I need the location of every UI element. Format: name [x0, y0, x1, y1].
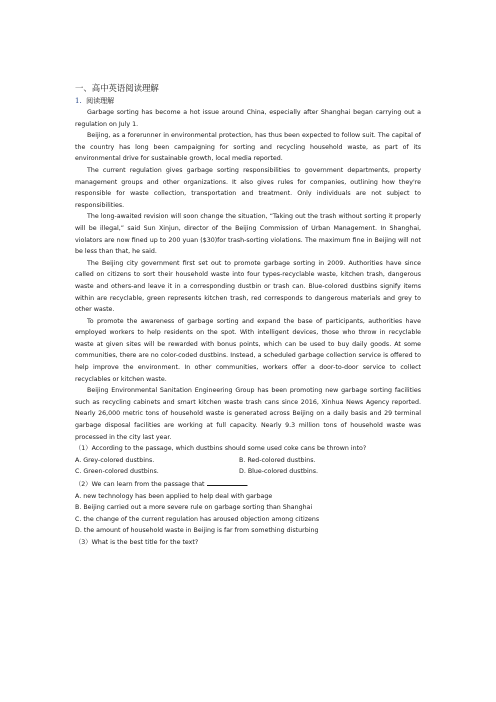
document-page — [75, 82, 421, 549]
question-1-options-row-1 — [75, 455, 421, 467]
question-2-option-d: D. the amount of household waste in Beijing is far from something disturbing — [75, 527, 319, 535]
passage-paragraph-5: The Beijing city government first set out to promote garbage sorting in 2009. Authorities have since called on citizens to sort their household waste into four types-recyclable waste, kitchen trash, dangerous waste and others-and leave it in a corresponding dustbin or trash can. Blue-colored dustbins signify items within are recyclable, green represents kitchen trash, red corresponds to dangerous materials and grey to other waste. — [75, 259, 421, 314]
question-1-option-b: B. Red-colored dustbins. — [239, 456, 316, 464]
question-2-option-b: B. Beijing carried out a more severe rule on garbage sorting than Shanghai — [75, 504, 313, 512]
subheading-number: 1. — [75, 97, 82, 105]
passage-paragraph-6: To promote the awareness of garbage sorting and expand the base of participants, authorities have employed workers to help residents on the spot. With intelligent devices, those who throw in recyclable waste at given sites will be rewarded with bonus points, which can be used to buy daily goods. At some communities, there are no color-coded dustbins. Instead, a scheduled garbage collection service is offered to help improve the environment. In other communities, workers offer a door-to-door service to collect recyclables or kitchen waste. — [75, 317, 421, 383]
question-2-option-c: C. the change of the current regulation has aroused objection among citizens — [75, 515, 320, 523]
question-2-option-a: A. new technology has been applied to help deal with garbage — [75, 492, 273, 500]
subheading-text: 阅读理解 — [86, 97, 115, 105]
answer-blank — [207, 478, 247, 486]
question-2-stem — [75, 478, 421, 491]
question-1-stem: （1）According to the passage, which dustbins should some used coke cans be thrown into? — [75, 445, 367, 453]
passage-paragraph-7: Beijing Environmental Sanitation Engineering Group has been promoting new garbage sorting facilities such as recycling cabinets and smart kitchen waste trash cans since 2016, Xinhua News Agency reported. Nearly 26,000 metric tons of household waste is generated across Beijing on a daily basis and 29 terminal garbage disposal facilities are working at full capacity. Nearly 9.3 million tons of household waste was processed in the city last year. — [75, 387, 421, 441]
passage-paragraph-4: The long-awaited revision will soon change the situation, “Taking out the trash without sorting it properly will be illegal,” said Sun Xinjun, director of the Beijing Commission of Urban Management. In Shanghai, violators are now fined up to 200 yuan ($30)for trash-sorting violations. The maximum fine in Beijing will not be less than that, he said. — [75, 213, 421, 256]
question-1-options-row-2 — [75, 466, 421, 478]
question-1-option-c: C. Green-colored dustbins. — [75, 468, 159, 476]
reading-subheading — [75, 95, 421, 107]
section-heading: 一、高中英语阅读理解 — [75, 83, 159, 93]
passage-paragraph-2: Beijing, as a forerunner in environmental protection, has thus been expected to follow suit. The capital of the country has long been campaigning for sorting and recycling household waste, as part of its environmental drive for sustainable growth, local media reported. — [75, 132, 421, 163]
question-1-option-a: A. Grey-colored dustbins. — [75, 456, 155, 464]
question-3-stem: （3）What is the best title for the text? — [75, 538, 199, 546]
question-1-option-d: D. Blue-colored dustbins. — [239, 468, 319, 476]
question-2-stem-end: . — [246, 481, 249, 488]
passage-paragraph-1: Garbage sorting has become a hot issue around China, especially after Shanghai began carrying out a regulation on July 1. — [75, 109, 421, 128]
question-2-stem-text: （2）We can learn from the passage that — [75, 481, 205, 488]
passage-paragraph-3: The current regulation gives garbage sorting responsibilities to government departments, property management groups and other organizations. It also gives rules for companies, outlining how they're responsible for waste collection, transportation and treatment. Only individuals are not subject to responsibilities. — [75, 166, 421, 209]
